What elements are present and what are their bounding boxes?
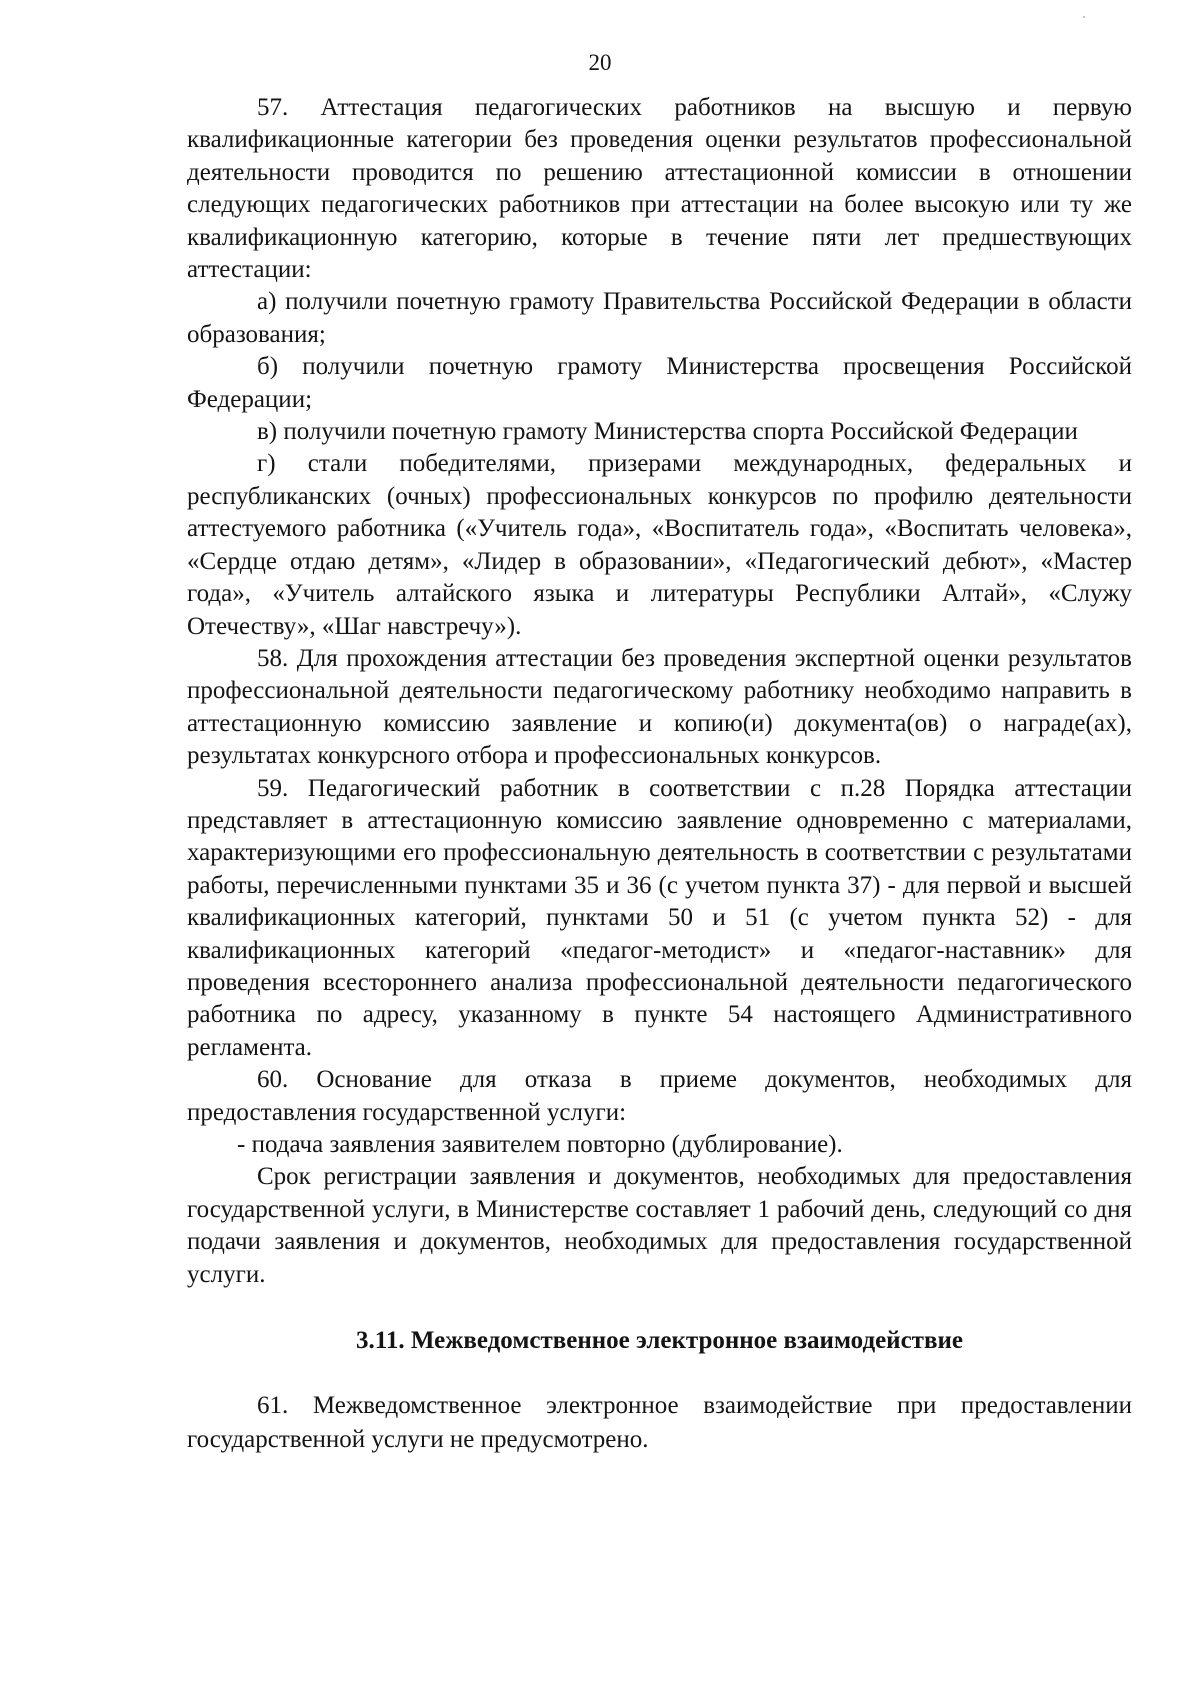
paragraph-57-b: б) получили почетную грамоту Министерства просвещения Российской Федерации;: [187, 353, 1132, 413]
paragraph-57-g: г) стали победителями, призерами международных, федеральных и республиканских (очных) профессиональных конкурсов по профилю деятельности аттестуемого работника («Учитель года», «Воспитатель года», «Воспитать человека», «Сердце отдаю детям», «Лидер в образовании», «Педагогический дебют», «Мастер года», «Учитель алтайского языка и литературы Республики Алтай», «Служу Отечеству», «Шаг навстречу»).: [187, 450, 1132, 640]
paragraph-57: 57. Аттестация педагогических работников на высшую и первую квалификационные категории без проведения оценки результатов профессиональной деятельности проводится по решению аттестационной комиссии в отношении следующих педагогических работников при аттестации на более высокую или ту же квалификационную категорию, которые в течение пяти лет предшествующих аттестации:: [187, 94, 1132, 284]
paragraph-57-a: а) получили почетную грамоту Правительства Российской Федерации в области образования;: [187, 288, 1132, 348]
document-body: [187, 92, 1132, 1457]
scan-speck: [1083, 16, 1085, 18]
page-number: 20: [588, 50, 612, 75]
paragraph-59: 59. Педагогический работник в соответствии с п.28 Порядка аттестации представляет в аттестационную комиссию заявление одновременно с материалами, характеризующими его профессиональную деятельность в соответствии с результатами работы, перечисленными пунктами 35 и 36 (с учетом пункта 37) - для первой и высшей квалификационных категорий, пунктами 50 и 51 (с учетом пункта 52) - для квалификационных категорий «педагог-методист» и «педагог-наставник» для проведения всестороннего анализа профессиональной деятельности педагогического работника по адресу, указанному в пункте 54 настоящего Административного регламента.: [187, 774, 1132, 1061]
paragraph-61: 61. Межведомственное электронное взаимодействие при предоставлении государственной услуги не предусмотрено.: [187, 1392, 1132, 1454]
paragraph-57-v: в) получили почетную грамоту Министерства спорта Российской Федерации: [257, 418, 1078, 446]
section-heading: 3.11. Межведомственное электронное взаимодействие: [356, 1327, 963, 1355]
paragraph-60-dash-item: - подача заявления заявителем повторно (дублирование).: [237, 1131, 843, 1158]
paragraph-58: 58. Для прохождения аттестации без проведения экспертной оценки результатов профессиональной деятельности педагогическому работнику необходимо направить в аттестационную комиссию заявление и копию(и) документа(ов) о награде(ах), результатах конкурсного отбора и профессиональных конкурсов.: [187, 644, 1132, 770]
paragraph-60-term: Срок регистрации заявления и документов, необходимых для предоставления государственной услуги, в Министерстве составляет 1 рабочий день, следующий со дня подачи заявления и документов, необходимых для предоставления государственной услуги.: [187, 1163, 1132, 1288]
paragraph-60: 60. Основание для отказа в приеме документов, необходимых для предоставления государственной услуги:: [187, 1066, 1132, 1126]
